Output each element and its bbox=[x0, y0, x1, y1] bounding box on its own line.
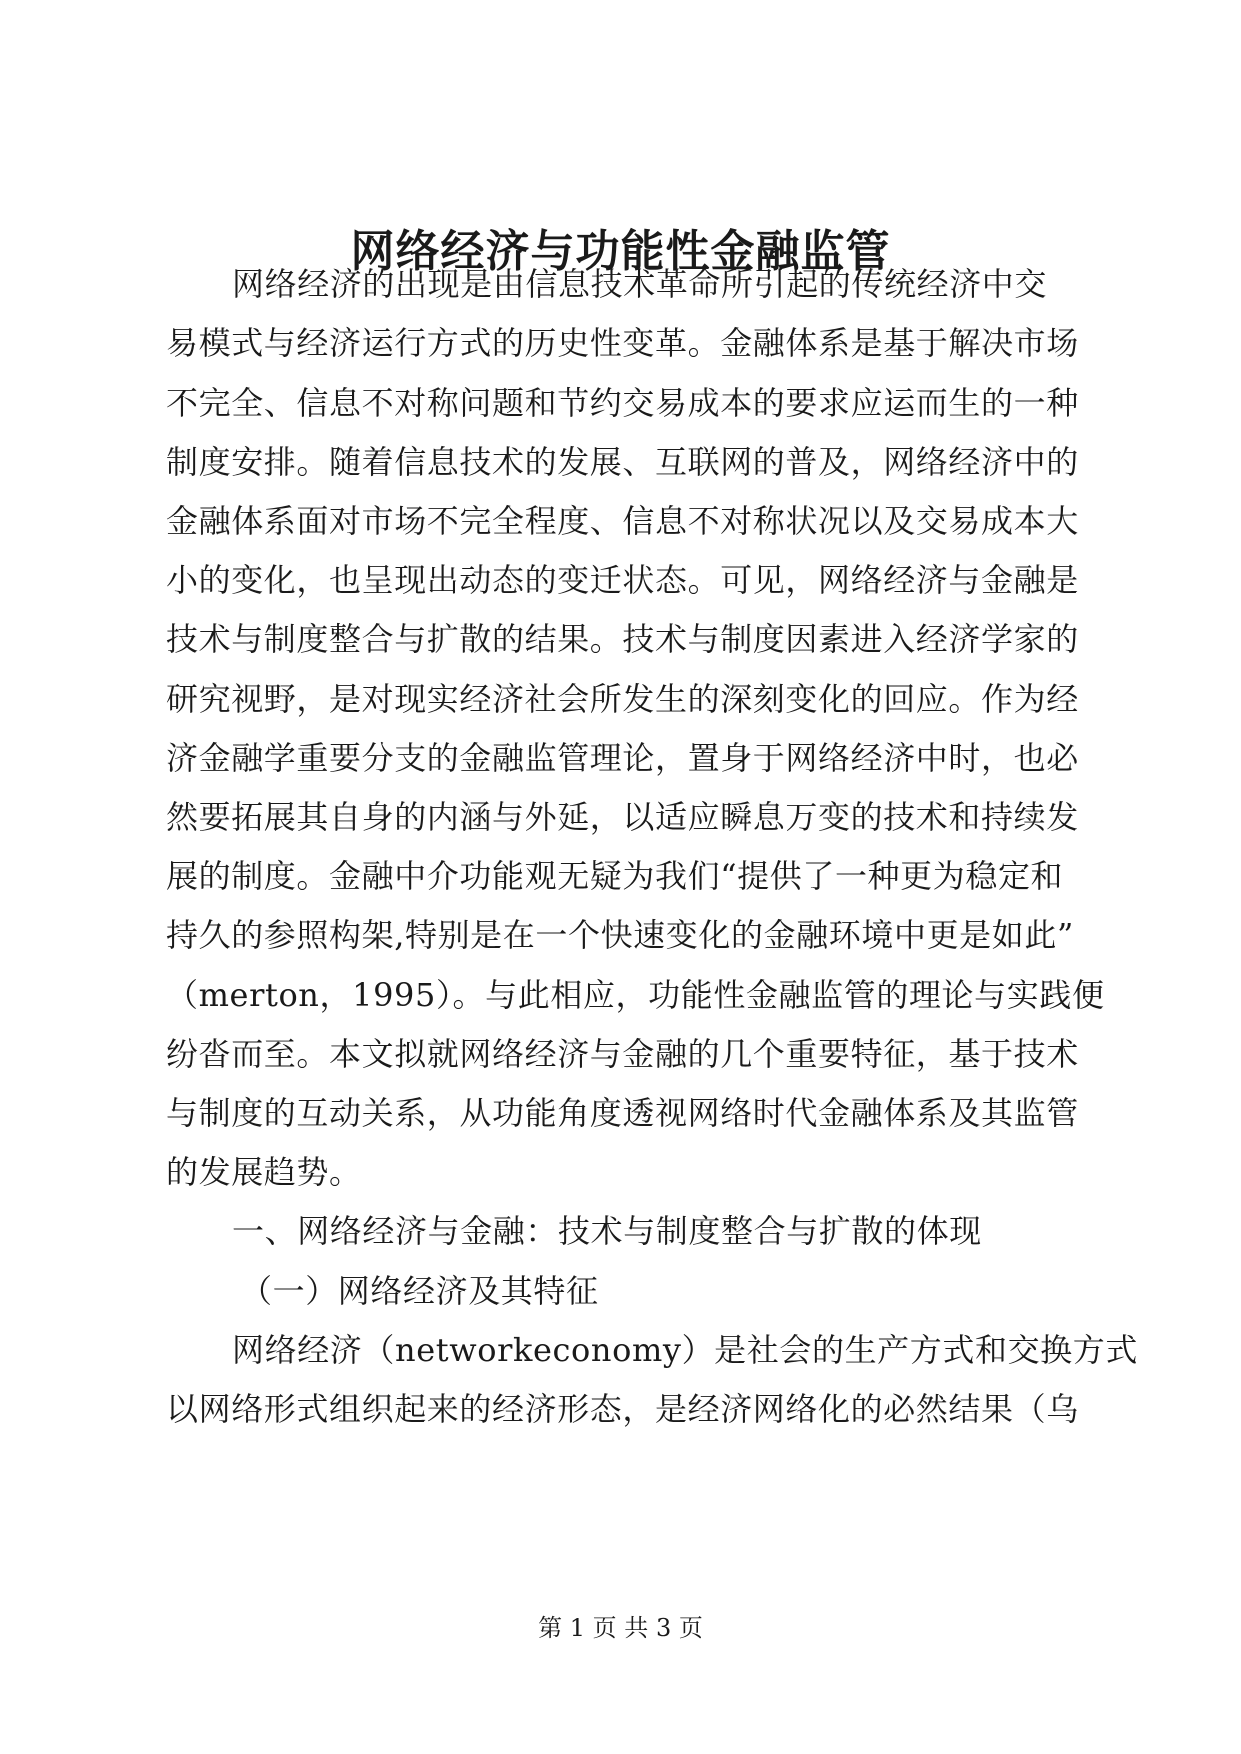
paragraph-line: 然要拓展其自身的内涵与外延，以适应瞬息万变的技术和持续发 bbox=[166, 798, 1079, 836]
paragraph-line: 易模式与经济运行方式的历史性变革。金融体系是基于解决市场 bbox=[166, 324, 1079, 362]
paragraph-line: （merton，1995）。与此相应，功能性金融监管的理论与实践便 bbox=[166, 976, 1105, 1014]
paragraph-line: 网络经济（networkeconomy）是社会的生产方式和交换方式 bbox=[232, 1331, 1138, 1369]
paragraph-line: 以网络形式组织起来的经济形态，是经济网络化的必然结果（乌 bbox=[166, 1390, 1079, 1428]
paragraph-line: 与制度的互动关系，从功能角度透视网络时代金融体系及其监管 bbox=[166, 1094, 1079, 1132]
paragraph-line: 不完全、信息不对称问题和节约交易成本的要求应运而生的一种 bbox=[166, 384, 1079, 422]
paragraph-line: 技术与制度整合与扩散的结果。技术与制度因素进入经济学家的 bbox=[166, 620, 1079, 658]
paragraph-line: 制度安排。随着信息技术的发展、互联网的普及，网络经济中的 bbox=[166, 443, 1079, 481]
paragraph-line: 金融体系面对市场不完全程度、信息不对称状况以及交易成本大 bbox=[166, 502, 1079, 540]
paragraph-line: 的发展趋势。 bbox=[166, 1153, 362, 1191]
paragraph-line: 持久的参照构架,特别是在一个快速变化的金融环境中更是如此” bbox=[166, 916, 1074, 954]
paragraph-line: 济金融学重要分支的金融监管理论，置身于网络经济中时，也必 bbox=[166, 739, 1079, 777]
paragraph-line: 研究视野，是对现实经济社会所发生的深刻变化的回应。作为经 bbox=[166, 680, 1079, 718]
paragraph-line: 网络经济的出现是由信息技术革命所引起的传统经济中交 bbox=[232, 265, 1048, 303]
paragraph-line: 纷沓而至。本文拟就网络经济与金融的几个重要特征，基于技术 bbox=[166, 1035, 1079, 1073]
page-footer: 第 1 页 共 3 页 bbox=[538, 1614, 703, 1642]
section-heading: 一、网络经济与金融：技术与制度整合与扩散的体现 bbox=[232, 1212, 982, 1250]
paragraph-line: 展的制度。金融中介功能观无疑为我们“提供了一种更为稳定和 bbox=[166, 857, 1064, 895]
document-title: 网络经济与功能性金融监管 bbox=[350, 226, 891, 277]
subsection-heading: （一）网络经济及其特征 bbox=[240, 1272, 599, 1310]
paragraph-line: 小的变化，也呈现出动态的变迁状态。可见，网络经济与金融是 bbox=[166, 561, 1079, 599]
